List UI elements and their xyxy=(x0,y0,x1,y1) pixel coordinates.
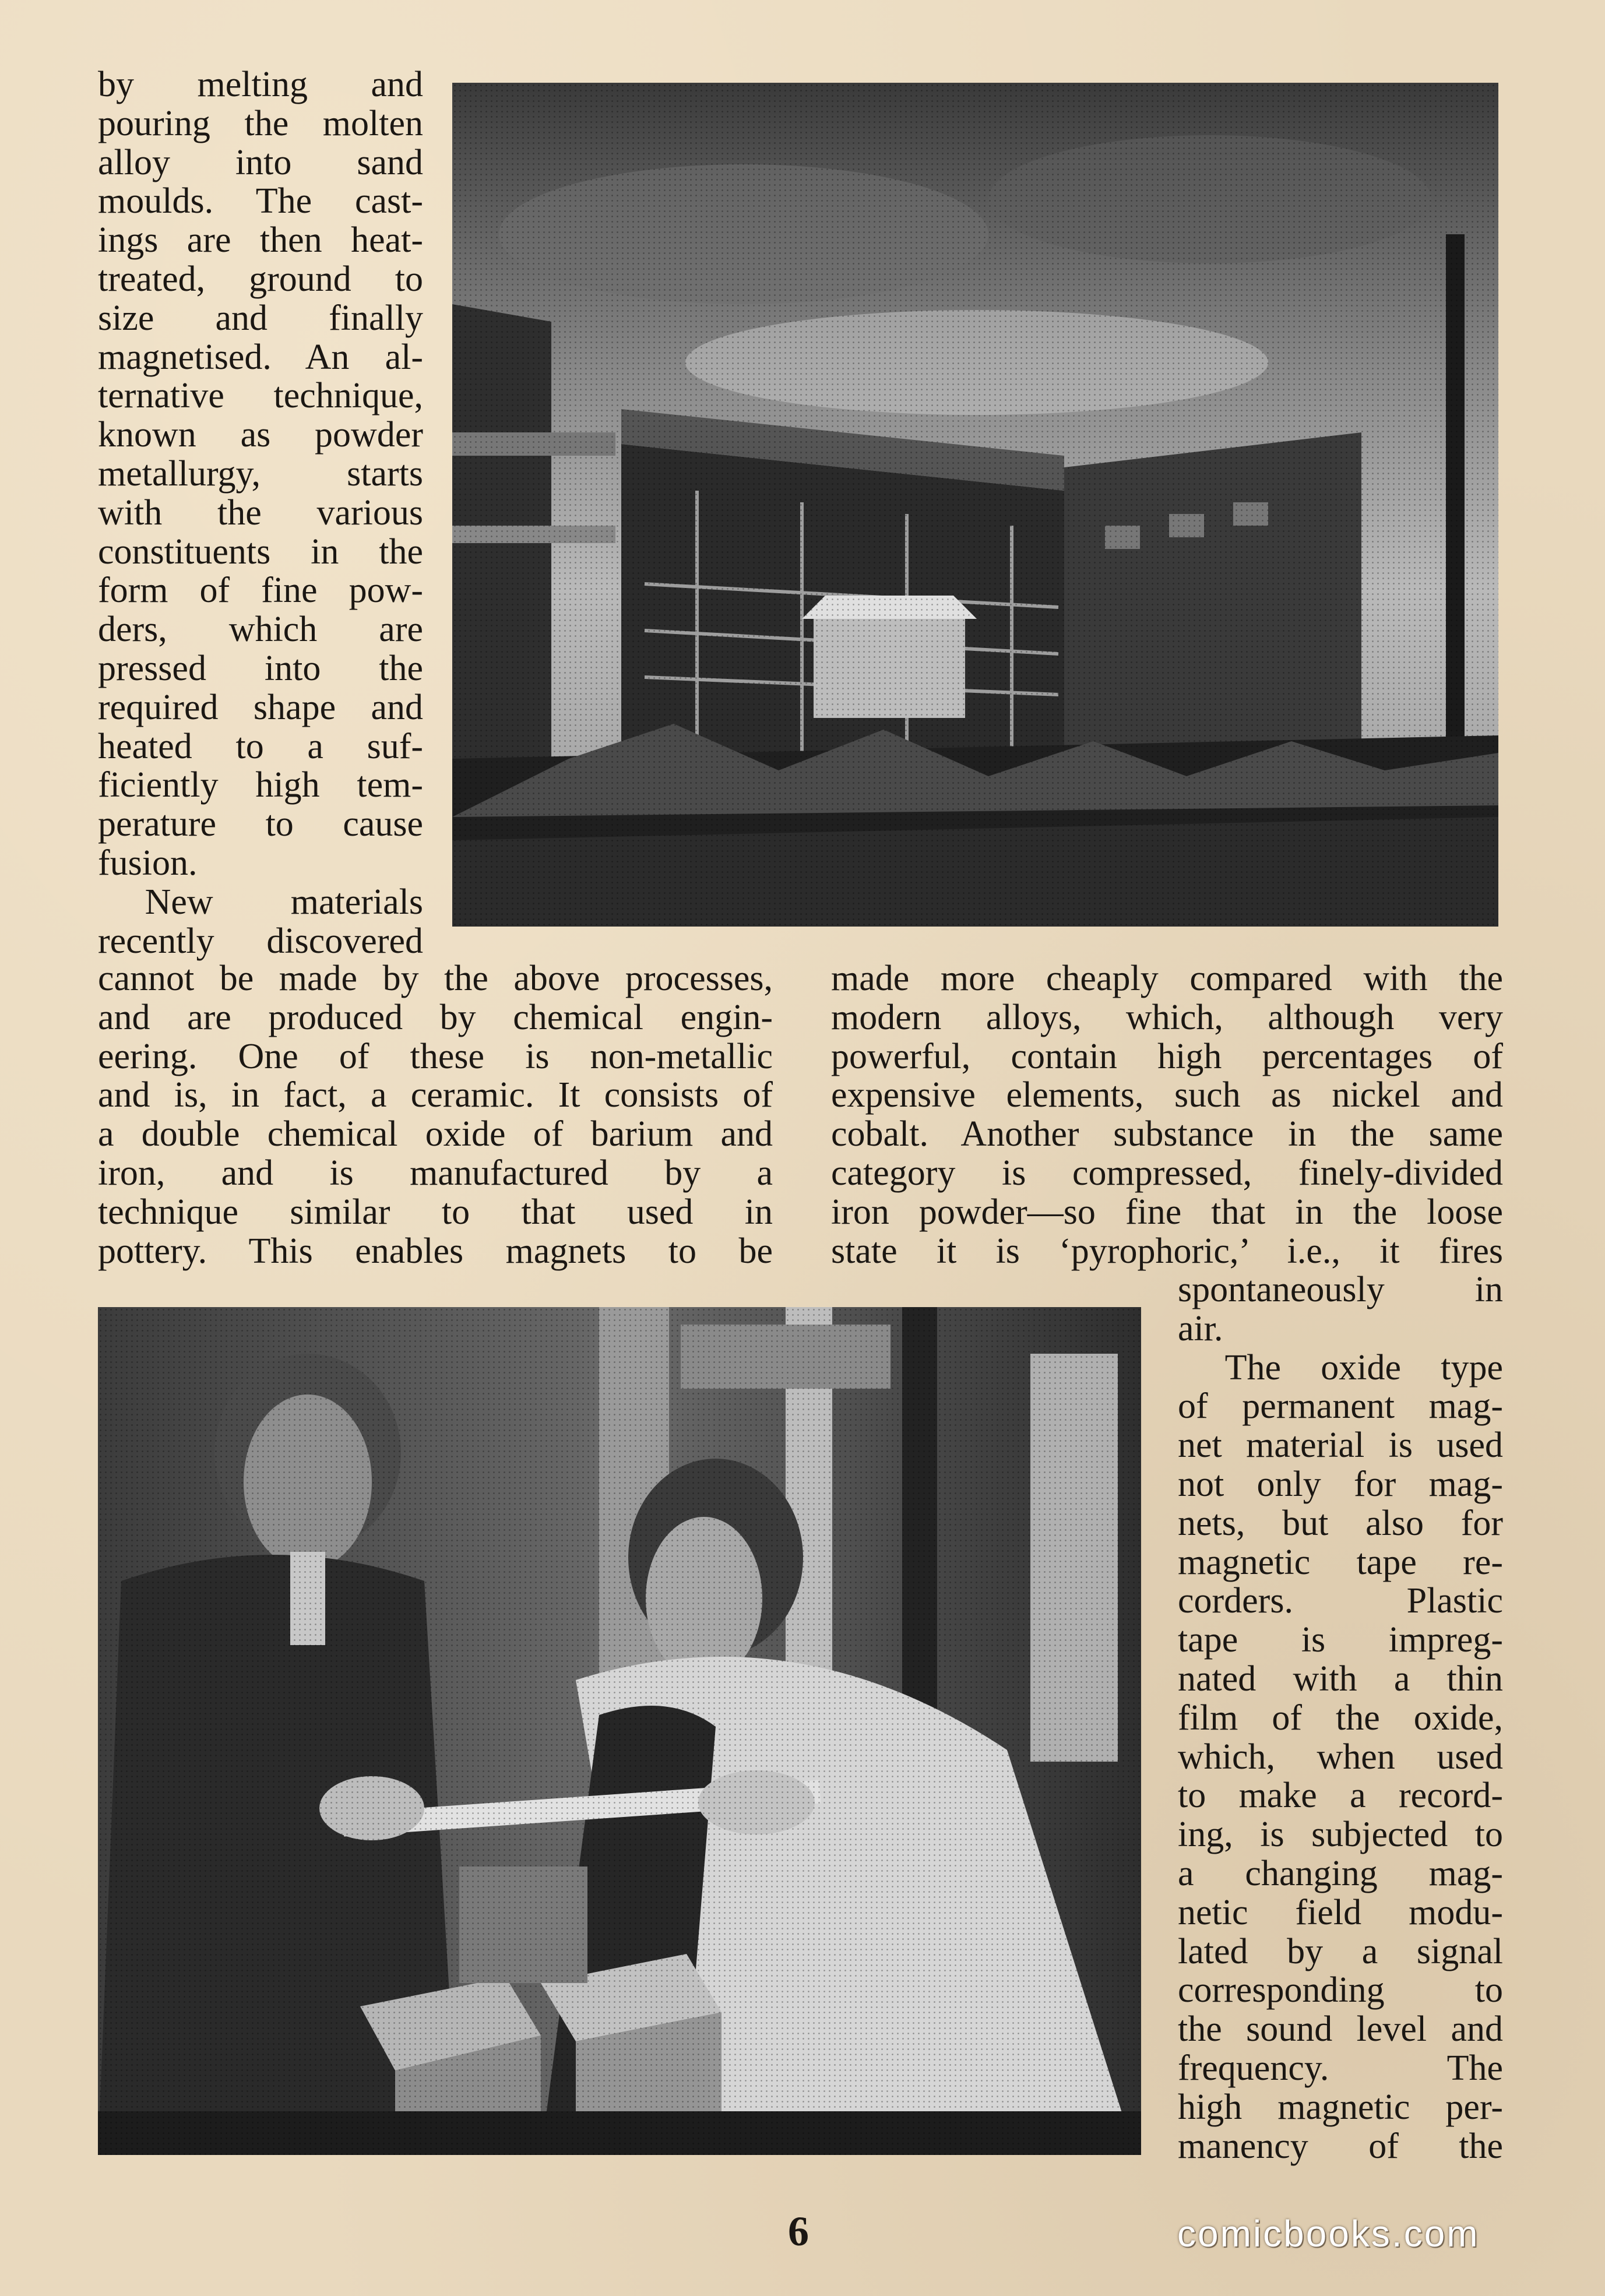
text-line: of permanent mag- xyxy=(1178,1386,1503,1427)
text-line: ing, is subjected to xyxy=(1178,1815,1503,1855)
text-line: fusion. xyxy=(98,843,198,883)
text-line: tape is impreg- xyxy=(1178,1620,1503,1660)
text-line: pouring the molten xyxy=(98,103,423,143)
text-line: and is, in fact, a ceramic. It consists of xyxy=(98,1075,773,1115)
photo-workers xyxy=(98,1307,1141,2155)
text-line: high magnetic per- xyxy=(1178,2087,1503,2127)
page-number: 6 xyxy=(788,2208,809,2255)
text-line: recently discovered xyxy=(98,921,423,961)
text-line: magnetised. An al- xyxy=(98,337,423,377)
text-line: technique similar to that used in xyxy=(98,1192,773,1232)
text-line: manency of the xyxy=(1178,2126,1503,2166)
text-line: The oxide type xyxy=(1224,1347,1503,1388)
text-line: cannot be made by the above processes, xyxy=(98,959,773,998)
column-left-middle xyxy=(98,959,773,1270)
text-line: ficiently high tem- xyxy=(98,765,423,805)
text-lines-right-middle xyxy=(831,959,1503,1270)
text-line: required shape and xyxy=(98,687,423,727)
text-line: heated to a suf- xyxy=(98,726,423,766)
text-line: net material is used xyxy=(1178,1425,1503,1466)
text-line: ders, which are xyxy=(98,610,423,650)
text-line: pottery. This enables magnets to be xyxy=(98,1231,773,1271)
text-line: constituents in the xyxy=(98,531,423,572)
text-line: film of the oxide, xyxy=(1178,1698,1503,1738)
text-lines-left-top xyxy=(98,65,423,960)
photo-factory xyxy=(452,83,1498,927)
text-line: iron, and is manufactured by a xyxy=(98,1153,773,1193)
column-right-bottom xyxy=(1178,1270,1503,2165)
text-line: to make a record- xyxy=(1178,1776,1503,1816)
text-line: lated by a signal xyxy=(1178,1931,1503,1971)
text-line: the sound level and xyxy=(1178,2009,1503,2050)
text-line: frequency. The xyxy=(1178,2048,1503,2088)
text-line: netic field modu- xyxy=(1178,1892,1503,1932)
text-line: modern alloys, which, although very xyxy=(831,997,1503,1037)
text-line: ternative technique, xyxy=(98,376,423,416)
text-line: which, when used xyxy=(1178,1737,1503,1777)
text-line: corresponding to xyxy=(1178,1970,1503,2010)
text-line: nets, but also for xyxy=(1178,1503,1503,1543)
text-line: category is compressed, finely-divided xyxy=(831,1153,1503,1193)
text-line: magnetic tape re- xyxy=(1178,1542,1503,1582)
text-line: eering. One of these is non-metallic xyxy=(98,1036,773,1076)
text-line: nated with a thin xyxy=(1178,1658,1503,1699)
text-line: moulds. The cast- xyxy=(98,181,423,221)
text-line: pressed into the xyxy=(98,648,423,688)
text-line: cobalt. Another substance in the same xyxy=(831,1114,1503,1154)
workers-image xyxy=(98,1307,1141,2155)
text-line: powerful, contain high percentages of xyxy=(831,1036,1503,1076)
text-line: made more cheaply compared with the xyxy=(831,959,1503,998)
factory-image xyxy=(452,83,1498,927)
text-line: New materials xyxy=(145,882,423,922)
text-line: corders. Plastic xyxy=(1178,1581,1503,1621)
text-line: treated, ground to xyxy=(98,259,423,299)
text-line: size and finally xyxy=(98,298,423,338)
column-left-top xyxy=(98,65,423,960)
text-lines-left-middle xyxy=(98,959,773,1270)
column-right-middle xyxy=(831,959,1503,1270)
text-lines-right-bottom xyxy=(1178,1270,1503,2165)
text-line: a double chemical oxide of barium and xyxy=(98,1114,773,1154)
text-line: expensive elements, such as nickel and xyxy=(831,1075,1503,1115)
text-line: form of fine pow- xyxy=(98,571,423,611)
text-line: with the various xyxy=(98,492,423,533)
text-line: by melting and xyxy=(98,65,423,104)
text-line: state it is ‘pyrophoric,’ i.e., it fires xyxy=(831,1231,1503,1271)
text-line: a changing mag- xyxy=(1178,1853,1503,1893)
text-line: not only for mag- xyxy=(1178,1464,1503,1504)
text-line: known as powder xyxy=(98,415,423,455)
text-line: perature to cause xyxy=(98,804,423,844)
watermark: comicbooks.com xyxy=(1177,2213,1480,2255)
text-line: ings are then heat- xyxy=(98,220,423,260)
text-line: iron powder—so fine that in the loose xyxy=(831,1192,1503,1232)
text-line: spontaneously in xyxy=(1178,1270,1503,1309)
text-line: metallurgy, starts xyxy=(98,453,423,494)
text-line: alloy into sand xyxy=(98,142,423,182)
text-line: air. xyxy=(1178,1308,1223,1348)
text-line: and are produced by chemical engin- xyxy=(98,997,773,1037)
